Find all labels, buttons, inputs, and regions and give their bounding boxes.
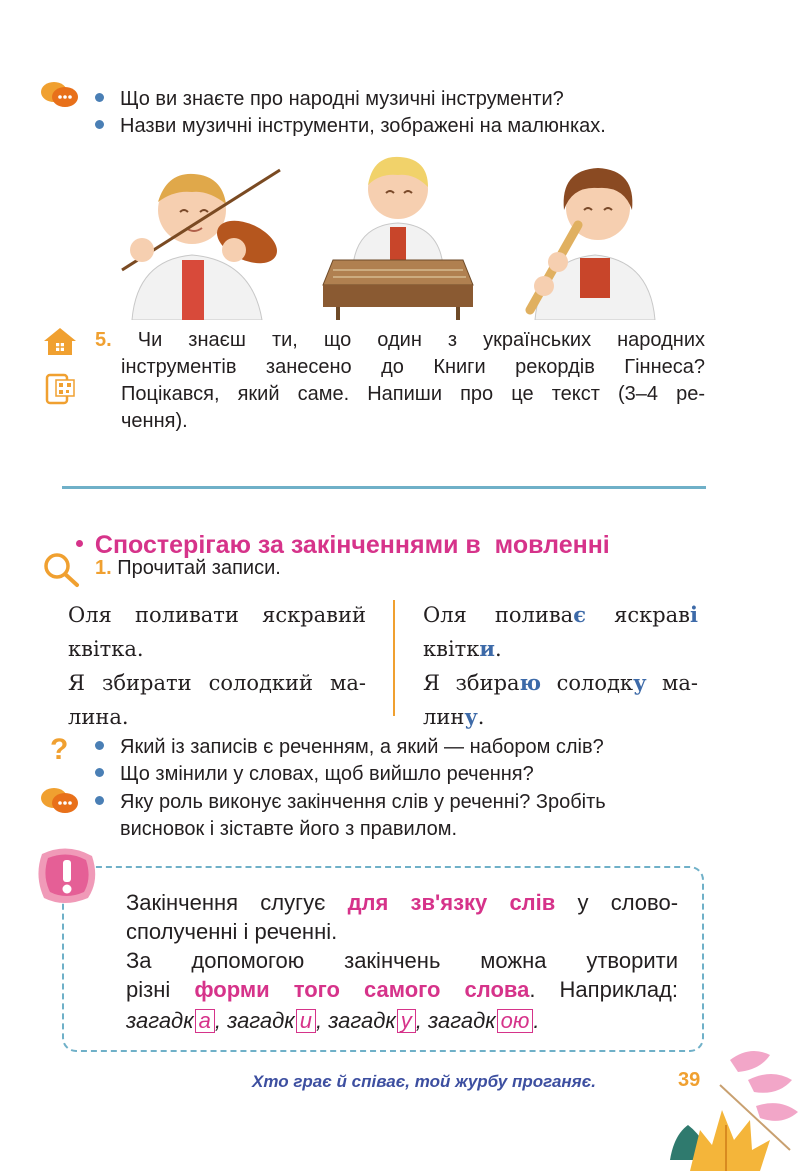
cimbalom-boy-illustration <box>318 145 478 320</box>
task-5: 5. Чи знаєш ти, що один з українських народних інструментів занесено до Книги рекордів Гіннеса? Поцікався, який саме. Напиши про це текст (3–4 ре- чення). <box>95 329 705 432</box>
home-icon <box>43 326 77 356</box>
bullet <box>95 741 104 750</box>
bullet <box>95 93 104 102</box>
qr-phone-icon <box>44 372 78 406</box>
highlight-forms: форми того самого слова <box>194 977 530 1002</box>
task-1: 1. Прочитай записи. <box>95 557 281 579</box>
question-3: Яку роль виконує закінчення слів у реченні? Зробіть <box>95 788 606 816</box>
exclamation-icon <box>34 846 100 908</box>
section-bullet <box>76 540 83 547</box>
discussion-icon <box>40 786 80 816</box>
intro-question-2: Назви музичні інструменти, зображені на малюнках. <box>95 112 606 140</box>
word-set-column: Оля поливати яскравий квітка. Я збирати солодкий ма- лина. <box>68 603 366 729</box>
violin-boy-illustration <box>112 150 287 320</box>
page-number: 39 <box>678 1069 701 1091</box>
sentence-column: Оля поливає яскраві квітки. Я збираю солодку ма- лину. <box>423 602 698 729</box>
task-number: 1. <box>95 557 112 579</box>
ending-box: ою <box>497 1009 534 1033</box>
bullet <box>95 796 104 805</box>
section-divider <box>62 486 706 489</box>
column-divider <box>393 600 395 716</box>
ending-box: и <box>296 1009 316 1033</box>
bullet <box>95 120 104 129</box>
question-mark-icon: ? <box>50 733 69 766</box>
discussion-icon <box>40 80 80 110</box>
question-3-cont: висновок і зіставте його з правилом. <box>120 818 458 840</box>
ending-box: у <box>397 1009 416 1033</box>
example-forms: загадк а , загадк и , загадк у , загадк ою . <box>126 1008 540 1033</box>
magnifier-icon <box>42 552 82 588</box>
autumn-leaves-decoration <box>660 1040 800 1171</box>
footer-proverb: Хто грає й співає, той журбу проганяє. <box>252 1072 596 1091</box>
task-number: 5. <box>95 329 112 351</box>
bullet <box>95 768 104 777</box>
section-title: Спостерігаю за закінченнями в мовленні <box>62 502 610 560</box>
question-2: Що змінили у словах, щоб вийшло речення? <box>95 760 534 788</box>
rule-text: Закінчення слугує для зв'язку слів у слово- сполученні і реченні. За допомогою закінчень можна утворити різні форми того самого слова. Наприклад: загадк а , загадк и , загадк у , загадк ою . <box>126 890 679 1033</box>
sopilka-boy-illustration <box>520 150 670 320</box>
ending-box: а <box>195 1009 215 1033</box>
highlight-connection: для зв'язку слів <box>347 890 556 915</box>
intro-question-1: Що ви знаєте про народні музичні інструменти? <box>95 85 564 113</box>
question-1: Який із записів є реченням, а який — набором слів? <box>95 733 604 761</box>
